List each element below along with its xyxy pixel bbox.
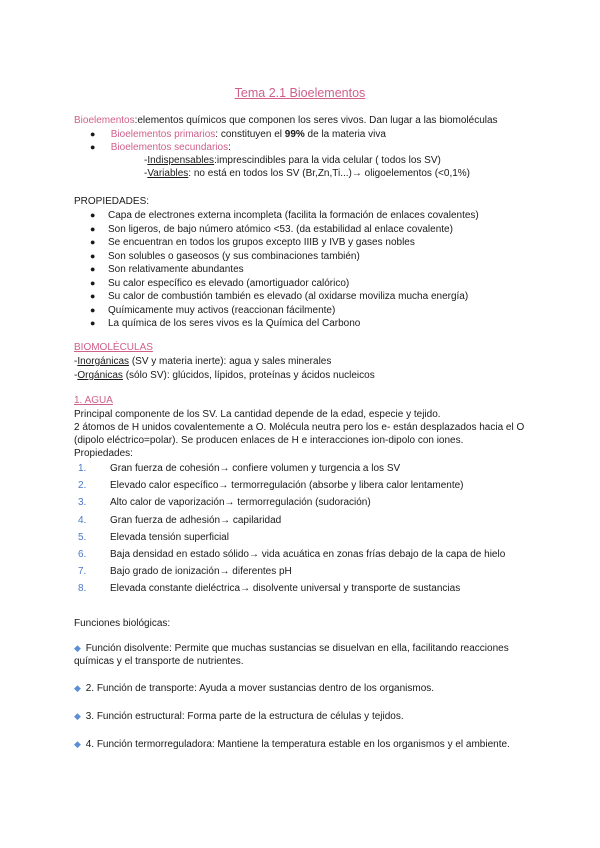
primarios-text-b: de la materia viva: [304, 129, 386, 140]
intro-line: [74, 114, 498, 127]
agua-prop-number: 2.: [78, 480, 87, 492]
propiedad-text: Su calor específico es elevado (amortiguador calórico): [108, 277, 350, 289]
agua-prop-number: 5.: [78, 531, 87, 543]
propiedad-item: [90, 263, 244, 276]
agua-prop-text: Elevada tensión superficial: [110, 531, 229, 543]
funcion-text: Función disolvente: Permite que muchas sustancias se disuelvan en ella, facilitando reacciones: [85, 643, 509, 654]
organicas-term: Orgánicas: [77, 370, 123, 381]
agua-prop-text: Elevado calor específico→ termorregulación (absorbe y libera calor lentamente): [110, 480, 464, 492]
funcion-text: 4. Función termorreguladora: Mantiene la temperatura estable en los organismos y el ambiente.: [85, 739, 510, 750]
secundarios-line: [90, 141, 231, 154]
bullet-icon: ●: [90, 210, 96, 220]
bullet-icon: ●: [90, 318, 96, 328]
propiedad-text: Son solubles o gaseosos (y sus combinaciones también): [108, 250, 360, 262]
variables-line: [144, 167, 470, 180]
organicas-text: (sólo SV): glúcidos, lípidos, proteínas y ácidos nucleicos: [122, 370, 375, 381]
intro-term: Bioelementos: [74, 115, 135, 126]
agua-line: Propiedades:: [74, 448, 133, 459]
bullet-icon: ●: [90, 142, 96, 152]
agua-line: (dipolo eléctrico=polar). Se producen enlaces de H e interacciones ion-dipolo con iones.: [74, 435, 464, 446]
primarios-line: [90, 128, 386, 141]
agua-prop-text: Elevada constante dieléctrica→ disolvente universal y transporte de sustancias: [110, 583, 461, 595]
agua-heading: 1. AGUA: [74, 395, 113, 406]
indispensables-prefix: -: [144, 155, 148, 166]
agua-line: Principal componente de los SV. La cantidad depende de la edad, especie y tejido.: [74, 409, 441, 420]
propiedades-heading: PROPIEDADES:: [74, 196, 150, 207]
propiedad-text: La química de los seres vivos es la Química del Carbono: [108, 318, 361, 329]
bullet-icon: ●: [90, 237, 96, 247]
propiedad-item: [90, 290, 468, 303]
propiedad-item: [90, 277, 349, 290]
intro-text: :elementos químicos que componen los seres vivos. Dan lugar a las biomoléculas: [134, 115, 498, 126]
funcion-item: [74, 710, 404, 723]
secundarios-text: :: [228, 142, 231, 153]
propiedad-text: Son relativamente abundantes: [108, 264, 244, 275]
funcion-text: 3. Función estructural: Forma parte de la estructura de células y tejidos.: [85, 711, 404, 722]
agua-prop-text: Gran fuerza de cohesión→ confiere volumen y turgencia a los SV: [110, 463, 401, 474]
inorganicas-term: Inorgánicas: [77, 356, 130, 367]
bullet-icon: ●: [90, 129, 96, 139]
propiedad-text: Son ligeros, de bajo número atómico <53. (da estabilidad al enlace covalente): [108, 223, 453, 235]
bullet-icon: ●: [90, 223, 96, 234]
agua-prop-text: Baja densidad en estado sólido→ vida acuática en zonas frías debajo de la capa de hielo: [110, 549, 506, 560]
indispensables-line: [144, 154, 441, 167]
agua-prop-number: 4.: [78, 514, 87, 526]
variables-term: Variables: [147, 168, 189, 179]
propiedad-text: Capa de electrones externa incompleta (facilita la formación de enlaces covalentes): [108, 210, 479, 221]
variables-text: : no está en todos los SV (Br,Zn,Ti...)→ oligoelementos (<0,1%): [188, 168, 471, 179]
agua-prop-number: 6.: [78, 549, 87, 560]
propiedad-item: [90, 250, 360, 263]
propiedad-item: [90, 236, 415, 249]
propiedad-text: Se encuentran en todos los grupos excepto IIIB y IVB y gases nobles: [108, 237, 415, 248]
agua-prop-number: 3.: [78, 497, 87, 509]
bullet-icon: ●: [90, 304, 96, 315]
agua-prop-text: Gran fuerza de adhesión→ capilaridad: [110, 514, 282, 526]
funciones-heading: Funciones biológicas:: [74, 618, 171, 629]
inorganicas-text: (SV y materia inerte): agua y sales minerales: [129, 356, 332, 367]
diamond-icon: ◆: [74, 643, 81, 653]
diamond-icon: ◆: [74, 739, 81, 749]
inorganicas-line: [74, 355, 331, 368]
organicas-line: [74, 369, 375, 382]
funcion-item: [74, 642, 509, 655]
indispensables-text: :imprescindibles para la vida celular ( todos los SV): [214, 155, 441, 166]
variables-prefix: -: [144, 168, 148, 179]
bullet-icon: ●: [90, 264, 96, 274]
indispensables-term: Indispensables: [147, 155, 215, 166]
funcion-item: [74, 682, 434, 695]
page-title: Tema 2.1 Bioelementos: [234, 86, 366, 100]
organicas-prefix: -: [74, 370, 78, 381]
funcion-item-continuation: químicas y el transporte de nutrientes.: [74, 656, 244, 667]
inorganicas-prefix: -: [74, 356, 78, 367]
bullet-icon: ●: [90, 277, 96, 288]
diamond-icon: ◆: [74, 683, 81, 693]
propiedad-text: Su calor de combustión también es elevado (al oxidarse moviliza mucha energía): [108, 291, 469, 302]
secundarios-term: Bioelementos secundarios: [110, 142, 229, 153]
primarios-term: Bioelementos primarios: [110, 129, 216, 140]
diamond-icon: ◆: [74, 711, 81, 721]
agua-line: 2 átomos de H unidos covalentemente a O. Molécula neutra pero los e- están desplazados hacia el O: [74, 422, 525, 433]
agua-prop-text: Alto calor de vaporización→ termorregulación (sudoración): [110, 497, 371, 509]
primarios-pct: 99%: [284, 129, 305, 140]
propiedad-item: [90, 209, 479, 222]
funcion-item: [74, 738, 510, 751]
bullet-icon: ●: [90, 250, 96, 261]
propiedad-item: [90, 223, 453, 236]
primarios-text-a: : constituyen el: [215, 129, 285, 140]
propiedad-item: [90, 304, 335, 317]
bullet-icon: ●: [90, 291, 96, 301]
propiedad-item: [90, 317, 360, 330]
biomoleculas-heading: BIOMOLÉCULAS: [74, 342, 153, 353]
funcion-text: 2. Función de transporte: Ayuda a mover sustancias dentro de los organismos.: [85, 683, 435, 694]
propiedad-text: Químicamente muy activos (reaccionan fácilmente): [108, 304, 336, 316]
agua-prop-text: Bajo grado de ionización→ diferentes pH: [110, 566, 292, 578]
agua-prop-number: 8.: [78, 583, 87, 595]
agua-prop-number: 7.: [78, 566, 87, 578]
agua-prop-number: 1.: [78, 463, 87, 474]
